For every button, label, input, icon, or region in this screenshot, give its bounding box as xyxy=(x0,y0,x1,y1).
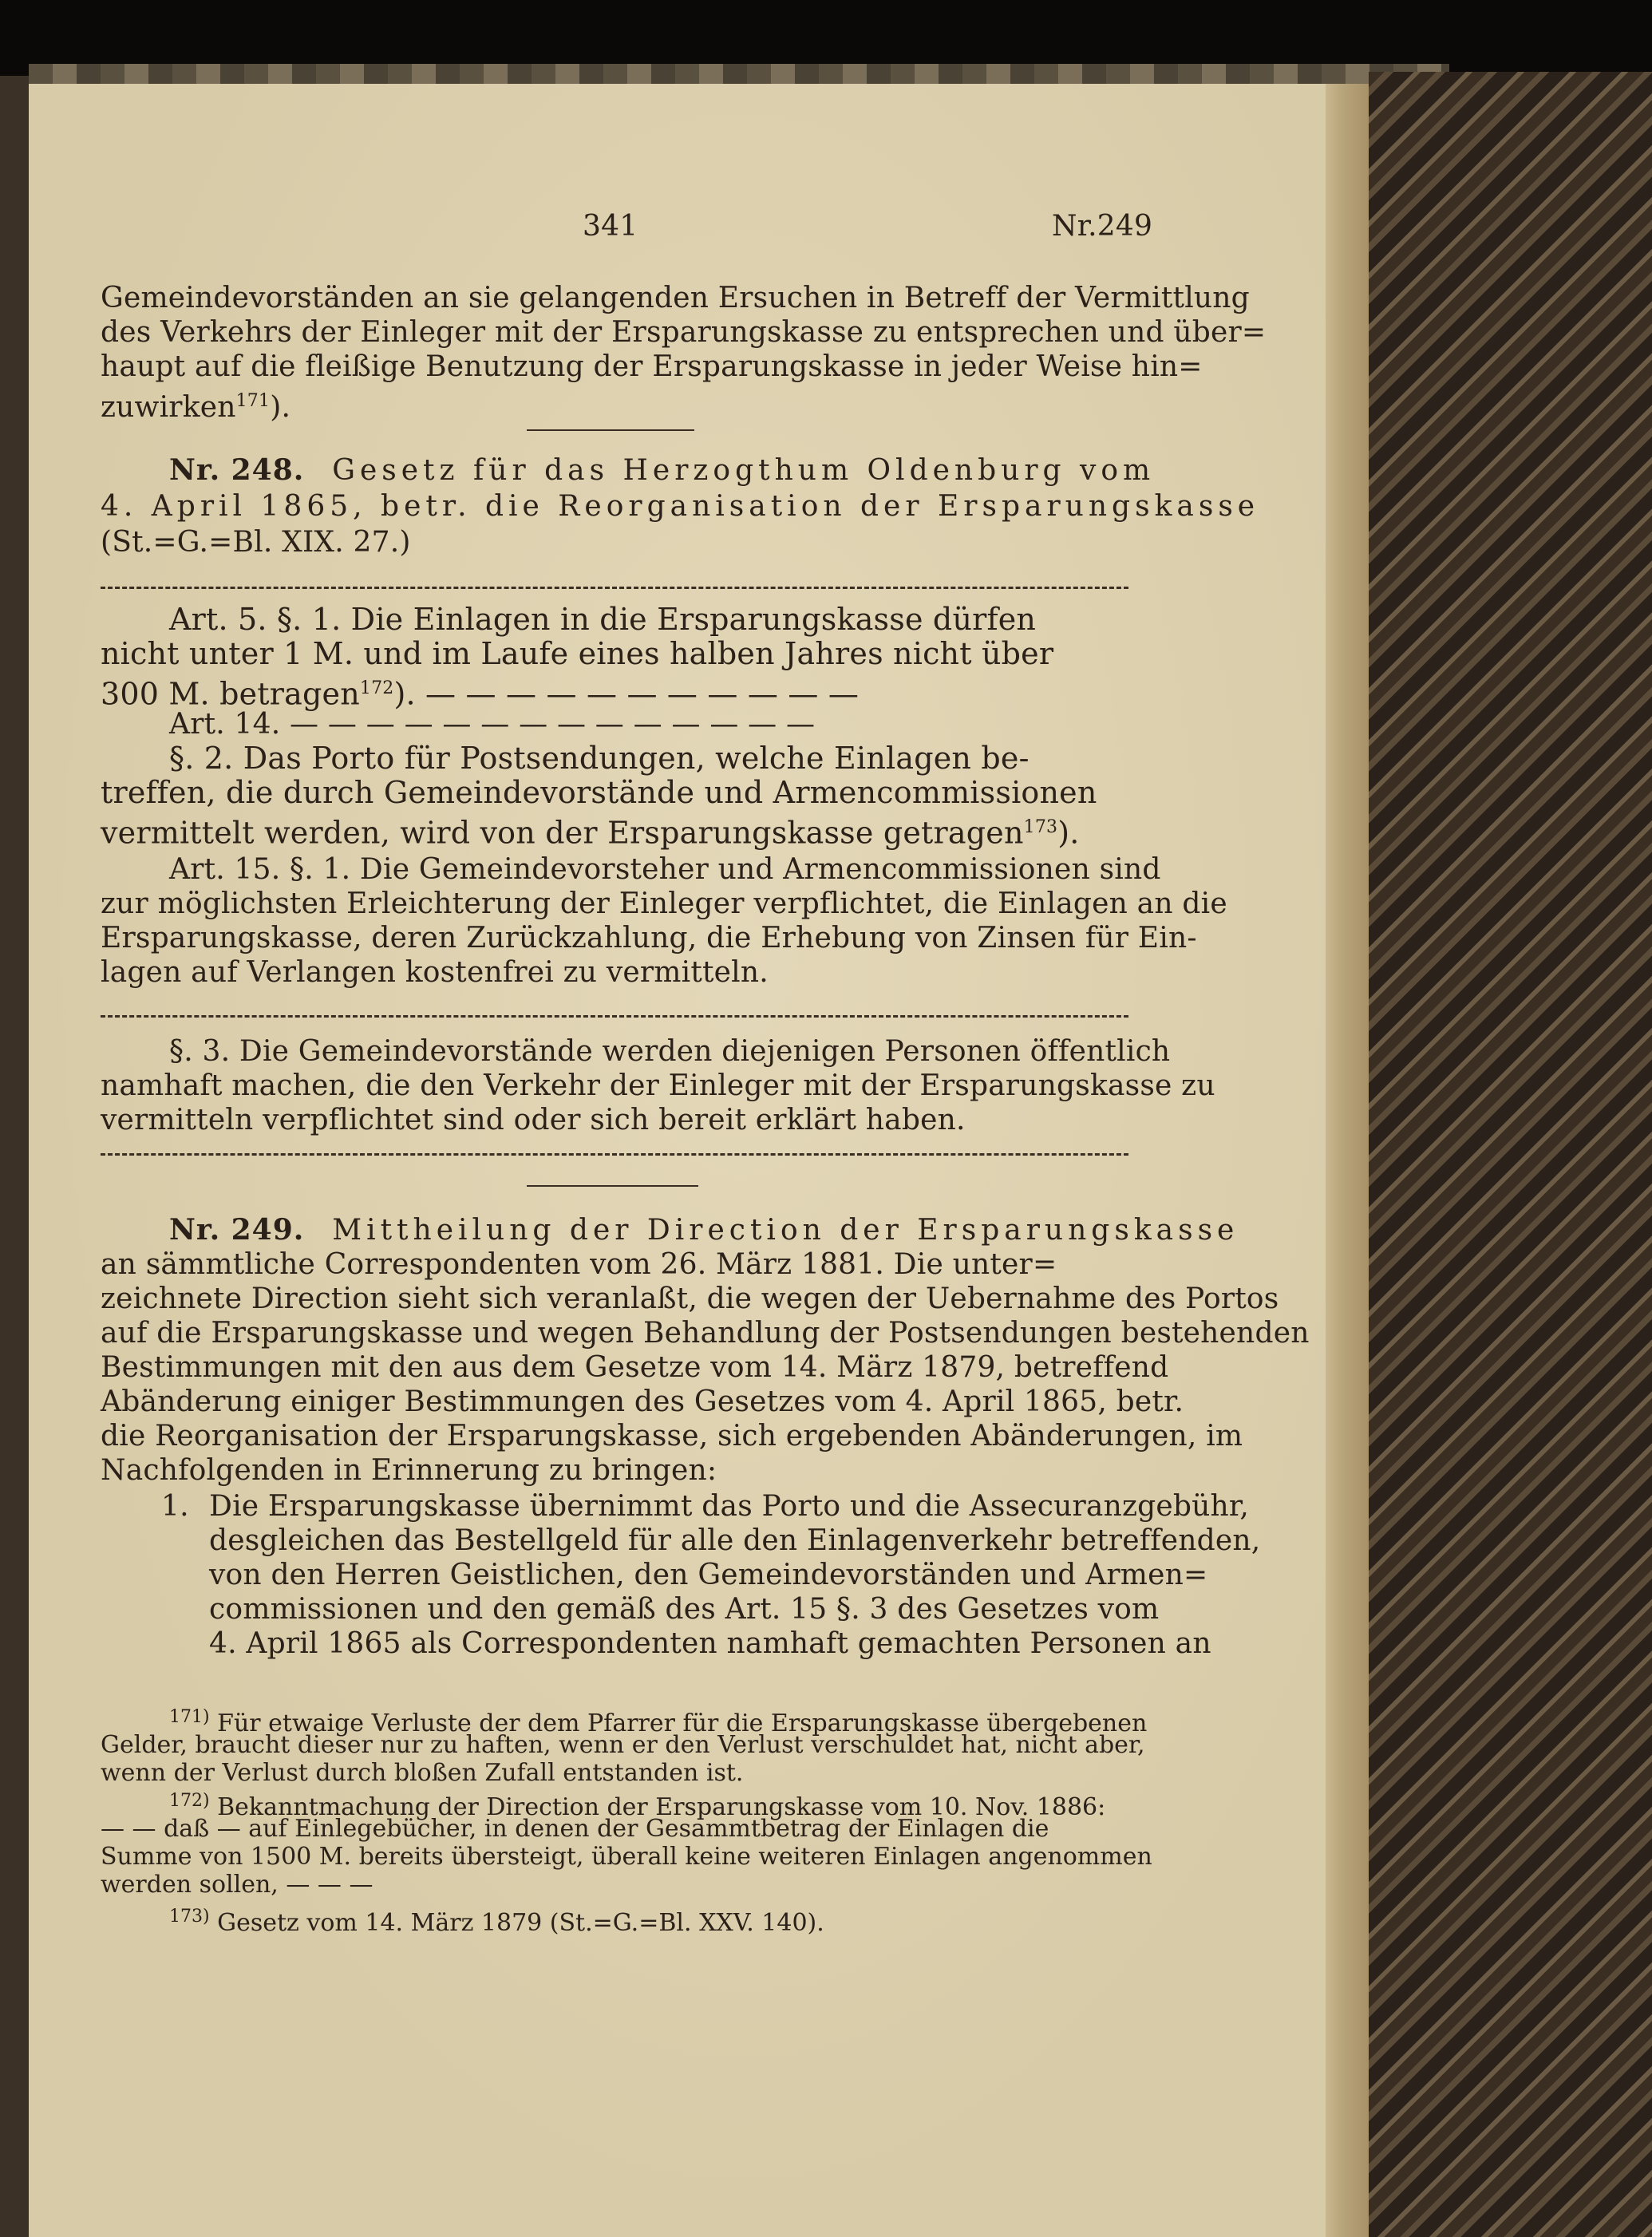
left-page-edge xyxy=(0,76,29,2237)
text-line: die Reorganisation der Ersparungskasse, sich ergebenden Abänderungen, im xyxy=(101,1420,1243,1452)
omission-dashes xyxy=(101,1015,1128,1018)
text-line: Art. 14. — — — — — — — — — — — — — — xyxy=(169,708,816,741)
page-number: 341 xyxy=(583,210,638,243)
footnote-ref: 172 xyxy=(359,678,394,698)
footnote-line: — — daß — auf Einlegebücher, in denen der Gesammtbetrag der Einlagen die xyxy=(101,1815,1049,1843)
text-line: Nachfolgenden in Erinnerung zu bringen: xyxy=(101,1454,717,1487)
list-number: 1. xyxy=(161,1490,189,1523)
text-line: 300 M. betragen$^{172}$). — — — — — — — — — — — xyxy=(101,676,860,712)
section-separator xyxy=(527,1185,698,1187)
footnote-ref: 173 xyxy=(1023,817,1058,837)
text-line: vermitteln verpflichtet sind oder sich bereit erklärt haben. xyxy=(101,1104,966,1136)
text-line: lagen auf Verlangen kostenfrei zu vermitteln. xyxy=(101,956,769,989)
section-heading-248: Nr. 248. Gesetz für das Herzogthum Oldenburg vom xyxy=(169,453,1156,487)
footnote-line: werden sollen, — — — xyxy=(101,1871,373,1899)
omission-dashes xyxy=(101,1153,1128,1156)
footnote-line: Summe von 1500 M. bereits übersteigt, überall keine weiteren Einlagen angenommen xyxy=(101,1843,1152,1871)
text-line: namhaft machen, die den Verkehr der Einleger mit der Ersparungskasse zu xyxy=(101,1069,1215,1102)
running-head: Nr.249 xyxy=(1052,210,1153,243)
text-line: §. 2. Das Porto für Postsendungen, welche Einlagen be- xyxy=(169,741,1030,776)
text-line: zuwirken$^{171}$). xyxy=(101,391,291,424)
text-line: 4. April 1865 als Correspondenten namhaft gemachten Personen an xyxy=(209,1627,1211,1660)
text-line: vermittelt werden, wird von der Ersparungskasse getragen$^{173}$). xyxy=(101,815,1080,851)
page-stack-edge xyxy=(1326,84,1369,2237)
text-line: zeichnete Direction sieht sich veranlaßt, die wegen der Uebernahme des Portos xyxy=(101,1283,1279,1315)
text-line: Bestimmungen mit den aus dem Gesetze vom 14. März 1879, betreffend xyxy=(101,1351,1169,1384)
text-line: von den Herren Geistlichen, den Gemeindevorständen und Armen= xyxy=(209,1559,1208,1591)
text-line: nicht unter 1 M. und im Laufe eines halben Jahres nicht über xyxy=(101,636,1054,671)
footnote-172: $^{172)}$ Bekanntmachung der Direction der Ersparungskasse vom 10. Nov. 1886: xyxy=(169,1791,1106,1821)
text-line: zur möglichsten Erleichterung der Einleger verpflichtet, die Einlagen an die xyxy=(101,887,1227,920)
footnote-line: wenn der Verlust durch bloßen Zufall entstanden ist. xyxy=(101,1759,744,1787)
footnote-line: Gelder, braucht dieser nur zu haften, wenn er den Verlust verschuldet hat, nicht aber, xyxy=(101,1731,1145,1759)
omission-dashes xyxy=(101,587,1128,589)
section-separator xyxy=(527,429,694,431)
text-line: Art. 5. §. 1. Die Einlagen in die Ersparungskasse dürfen xyxy=(169,602,1037,637)
footnote-171: $^{171)}$ Für etwaige Verluste der dem Pfarrer für die Ersparungskasse übergebenen xyxy=(169,1707,1148,1737)
text-line: des Verkehrs der Einleger mit der Ersparungskasse zu entsprechen und über= xyxy=(101,316,1267,349)
section-heading-249: Nr. 249. Mittheilung der Direction der Ersparungskasse xyxy=(169,1213,1239,1247)
text-line: Abänderung einiger Bestimmungen des Gesetzes vom 4. April 1865, betr. xyxy=(101,1385,1184,1418)
text-line: Die Ersparungskasse übernimmt das Porto und die Assecuranzgebühr, xyxy=(209,1490,1250,1523)
text-line: §. 3. Die Gemeindevorstände werden diejenigen Personen öffentlich xyxy=(169,1035,1171,1068)
text-line: desgleichen das Bestellgeld für alle den Einlagenverkehr betreffenden, xyxy=(209,1524,1261,1557)
text-line: an sämmtliche Correspondenten vom 26. März 1881. Die unter= xyxy=(101,1248,1057,1281)
text-line: commissionen und den gemäß des Art. 15 §. 3 des Gesetzes vom xyxy=(209,1593,1160,1626)
text-line: 4. April 1865, betr. die Reorganisation der Ersparungskasse xyxy=(101,490,1260,523)
text-line: Art. 15. §. 1. Die Gemeindevorsteher und Armencommissionen sind xyxy=(169,853,1161,886)
text-line: (St.=G.=Bl. XIX. 27.) xyxy=(101,526,411,559)
text-line: treffen, die durch Gemeindevorstände und Armencommissionen xyxy=(101,775,1097,810)
text-line: Ersparungskasse, deren Zurückzahlung, die Erhebung von Zinsen für Ein- xyxy=(101,922,1197,954)
text-line: haupt auf die fleißige Benutzung der Ersparungskasse in jeder Weise hin= xyxy=(101,350,1203,383)
footnote-ref: 171 xyxy=(235,391,271,411)
text-line: auf die Ersparungskasse und wegen Behandlung der Postsendungen bestehenden xyxy=(101,1317,1310,1350)
text-line: Gemeindevorständen an sie gelangenden Ersuchen in Betreff der Vermittlung xyxy=(101,282,1250,314)
footnote-173: $^{173)}$ Gesetz vom 14. März 1879 (St.=G.=Bl. XXV. 140). xyxy=(169,1907,824,1937)
marbled-cover xyxy=(1369,72,1652,2237)
